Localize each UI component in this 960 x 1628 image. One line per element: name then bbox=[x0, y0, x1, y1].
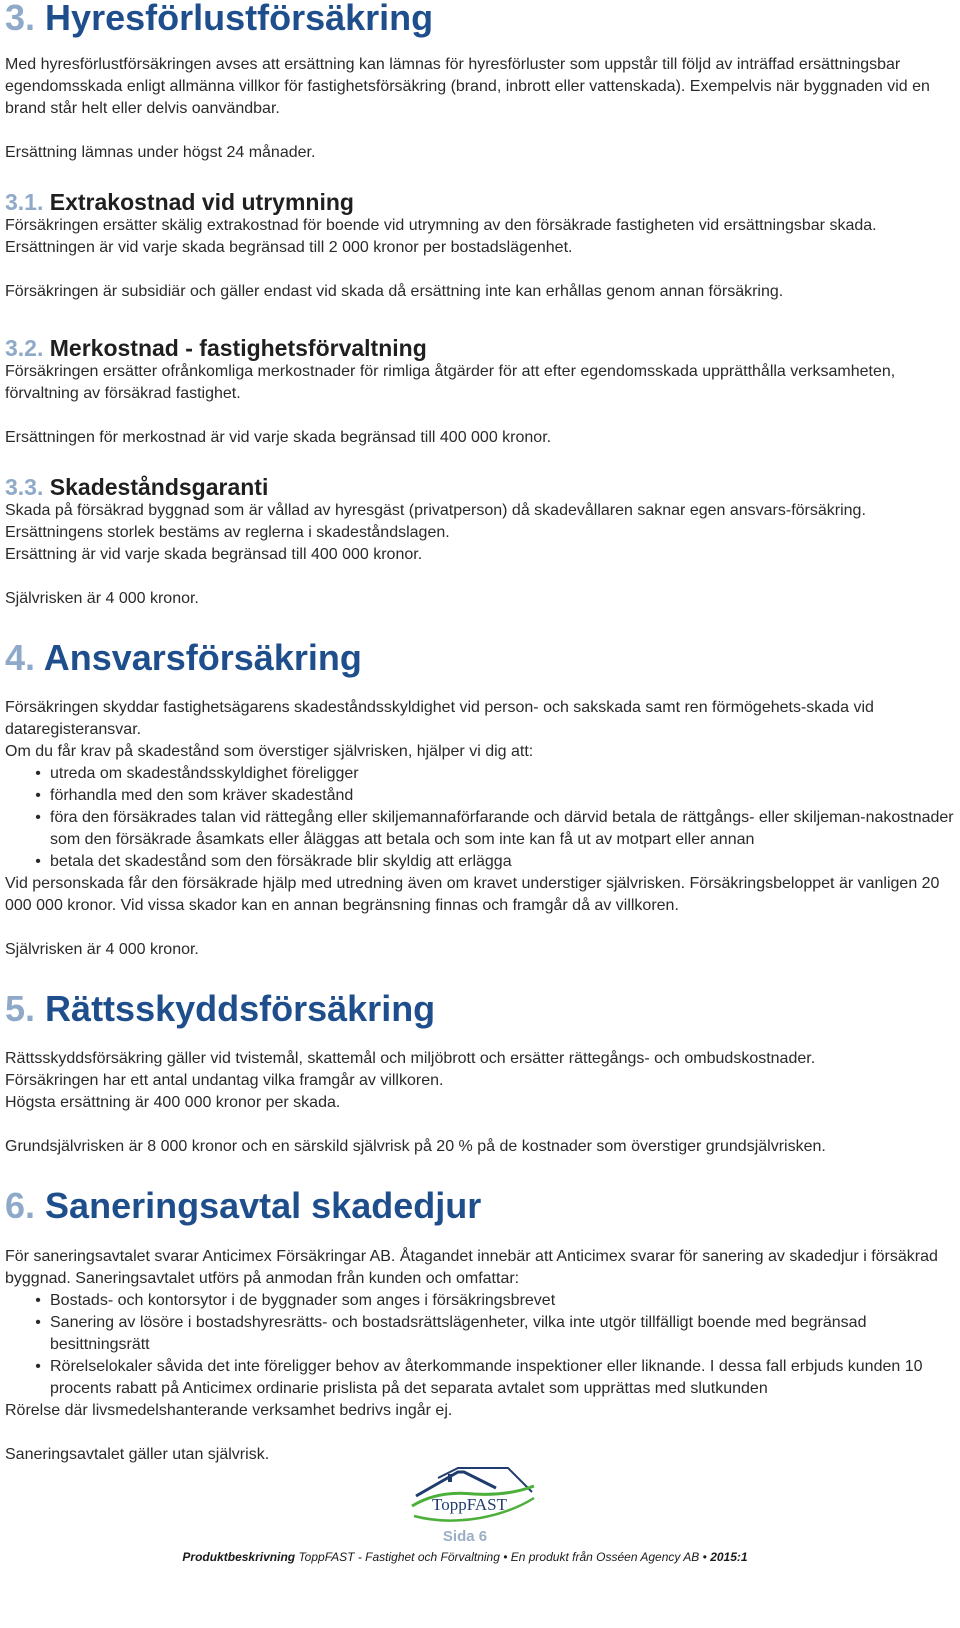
subsection-number: 3.1. bbox=[5, 189, 44, 215]
paragraph: Vid personskada får den försäkrade hjälp med utredning även om kravet understiger självrisken. Försäkringsbeloppet är vanligen 20 000 000 kronor. Vid vissa skador kan en annan begränsning finnas och framgår då av villkoren. bbox=[5, 875, 940, 914]
subsection-title: Merkostnad - fastighetsförvaltning bbox=[49, 335, 427, 361]
list-item-text: föra den försäkrades talan vid rättegång eller skiljemannaförfarande och därvid betala de rättgångs- eller skiljeman-nakostnader som den försäkrade åsamkats eller åläggas att betala och som inte kan få ut av motpart eller annan bbox=[50, 809, 954, 848]
section-title: Rättsskyddsförsäkring bbox=[45, 988, 436, 1029]
list-item: • utreda om skadeståndsskyldighet föreligger bbox=[35, 765, 359, 782]
section-number: 3. bbox=[5, 0, 36, 38]
list-item: • förhandla med den som kräver skadestånd bbox=[35, 787, 354, 804]
logo-text: ToppFAST bbox=[432, 1495, 508, 1514]
section-number: 4. bbox=[5, 637, 36, 678]
paragraph: Saneringsavtalet gäller utan självrisk. bbox=[5, 1446, 270, 1463]
bullet-list bbox=[5, 763, 955, 873]
subsection-3-1-heading bbox=[5, 189, 354, 215]
section-number: 5. bbox=[5, 988, 36, 1029]
paragraph: Självrisken är 4 000 kronor. bbox=[5, 941, 199, 958]
paragraph: Självrisken är 4 000 kronor. bbox=[5, 590, 199, 607]
section-title: Hyresförlustförsäkring bbox=[45, 0, 434, 38]
section-4-heading bbox=[5, 638, 362, 678]
list-item-text: förhandla med den som kräver skadestånd bbox=[50, 787, 354, 804]
footer-product: ToppFAST - Fastighet och Förvaltning • En produkt från Osséen Agency AB • bbox=[298, 1550, 707, 1564]
paragraph: Försäkringen ersätter skälig extrakostnad för boende vid utrymning av den försäkrade fastigheten vid ersättningsbar skada. Ersättningen är vid varje skada begränsad till 2 000 kronor per bostadslägenhet. bbox=[5, 217, 877, 256]
list-item-text: Sanering av lösöre i bostadshyresrätts- och bostadsrättslägenheter, vilka inte utgör tillfälligt boende med begränsad besittningsrätt bbox=[50, 1314, 867, 1353]
subsection-title: Skadeståndsgaranti bbox=[49, 474, 269, 500]
footer-edition: 2015:1 bbox=[710, 1550, 748, 1564]
subsection-3-3-heading bbox=[5, 474, 268, 500]
section-3-heading bbox=[5, 0, 433, 38]
list-item-text: Bostads- och kontorsytor i de byggnader som anges i försäkringsbrevet bbox=[50, 1292, 556, 1309]
paragraph: Om du får krav på skadestånd som överstiger självrisken, hjälper vi dig att: bbox=[5, 743, 534, 760]
list-item-text: utreda om skadeståndsskyldighet föreligger bbox=[50, 765, 359, 782]
paragraph: Ersättning lämnas under högst 24 månader. bbox=[5, 144, 316, 161]
paragraph: Ersättning är vid varje skada begränsad till 400 000 kronor. bbox=[5, 546, 423, 563]
paragraph: Ersättningen för merkostnad är vid varje skada begränsad till 400 000 kronor. bbox=[5, 429, 552, 446]
list-item: • föra den försäkrades talan vid rättegång eller skiljemannaförfarande och därvid betala de rättgångs- eller skiljeman-nakostnader som den försäkrade åsamkats eller åläggas att betala och som inte kan få ut av motpart eller annan bbox=[35, 809, 954, 848]
list-item-text: Rörelselokaler såvida det inte föreligger behov av återkommande inspektioner eller liknande. I dessa fall erbjuds kunden 10 procents rabatt på Anticimex ordinarie prislista på det separata avtalet som upprättas med slutkunden bbox=[50, 1358, 923, 1397]
paragraph: Försäkringen ersätter ofrånkomliga merkostnader för rimliga åtgärder för att efter egendomsskada upprätthålla verksamheten, förvaltning av försäkrad fastighet. bbox=[5, 363, 896, 402]
section-5-heading bbox=[5, 989, 435, 1029]
section-number: 6. bbox=[5, 1185, 36, 1226]
bullet-list bbox=[5, 1290, 955, 1400]
paragraph: Försäkringen skyddar fastighetsägarens skadeståndsskyldighet vid person- och sakskada samt ren förmögehets-skada vid dataregisteransvar. bbox=[5, 699, 874, 738]
section-title: Ansvarsförsäkring bbox=[43, 637, 362, 678]
paragraph: Rättsskyddsförsäkring gäller vid tvistemål, skattemål och miljöbrott och ersätter rättegångs- och ombudskostnader. bbox=[5, 1050, 816, 1067]
subsection-number: 3.3. bbox=[5, 474, 44, 500]
paragraph: Rörelse där livsmedelshanterande verksamhet bedrivs ingår ej. bbox=[5, 1402, 453, 1419]
paragraph: Skada på försäkrad byggnad som är vållad av hyresgäst (privatperson) då skadevållaren saknar egen ansvars-försäkring. Ersättningens storlek bestäms av reglerna i skadeståndslagen. bbox=[5, 502, 866, 541]
list-item: • Sanering av lösöre i bostadshyresrätts- och bostadsrättslägenheter, vilka inte utgör tillfälligt boende med begränsad besittningsrätt bbox=[35, 1314, 867, 1353]
section-title: Saneringsavtal skadedjur bbox=[45, 1185, 482, 1226]
house-roof-icon bbox=[408, 1466, 540, 1526]
footer-doc-type: Produktbeskrivning bbox=[182, 1550, 296, 1564]
toppfast-logo bbox=[408, 1466, 540, 1526]
paragraph: Försäkringen har ett antal undantag vilka framgår av villkoren. bbox=[5, 1072, 444, 1089]
list-item: • Bostads- och kontorsytor i de byggnader som anges i försäkringsbrevet bbox=[35, 1292, 556, 1309]
paragraph: Grundsjälvrisken är 8 000 kronor och en särskild självrisk på 20 % på de kostnader som överstiger grundsjälvrisken. bbox=[5, 1138, 826, 1155]
list-item: • betala det skadestånd som den försäkrade blir skyldig att erlägga bbox=[35, 853, 512, 870]
paragraph: Högsta ersättning är 400 000 kronor per skada. bbox=[5, 1094, 341, 1111]
paragraph: Försäkringen är subsidiär och gäller endast vid skada då ersättning inte kan erhållas genom annan försäkring. bbox=[5, 283, 784, 300]
list-item: • Rörelselokaler såvida det inte föreligger behov av återkommande inspektioner eller liknande. I dessa fall erbjuds kunden 10 procents rabatt på Anticimex ordinarie prislista på det separata avtalet som upprättas med slutkunden bbox=[35, 1358, 923, 1397]
list-item-text: betala det skadestånd som den försäkrade blir skyldig att erlägga bbox=[50, 853, 512, 870]
page-number: Sida 6 bbox=[442, 1528, 488, 1545]
subsection-3-2-heading bbox=[5, 335, 427, 361]
section-6-heading bbox=[5, 1186, 481, 1226]
subsection-title: Extrakostnad vid utrymning bbox=[49, 189, 354, 215]
subsection-number: 3.2. bbox=[5, 335, 44, 361]
page-footer bbox=[0, 1550, 930, 1564]
paragraph: För saneringsavtalet svarar Anticimex Försäkringar AB. Åtagandet innebär att Anticimex svarar för sanering av skadedjur i försäkrad byggnad. Saneringsavtalet utförs på anmodan från kunden och omfattar: bbox=[5, 1248, 938, 1287]
paragraph: Med hyresförlustförsäkringen avses att ersättning kan lämnas för hyresförluster som uppstår till följd av inträffad ersättningsbar egendomsskada enligt allmänna villkor för fastighetsförsäkring (brand, inbrott eller vattenskada). Exempelvis när byggnaden vid en brand står helt eller delvis oanvändbar. bbox=[5, 56, 930, 117]
